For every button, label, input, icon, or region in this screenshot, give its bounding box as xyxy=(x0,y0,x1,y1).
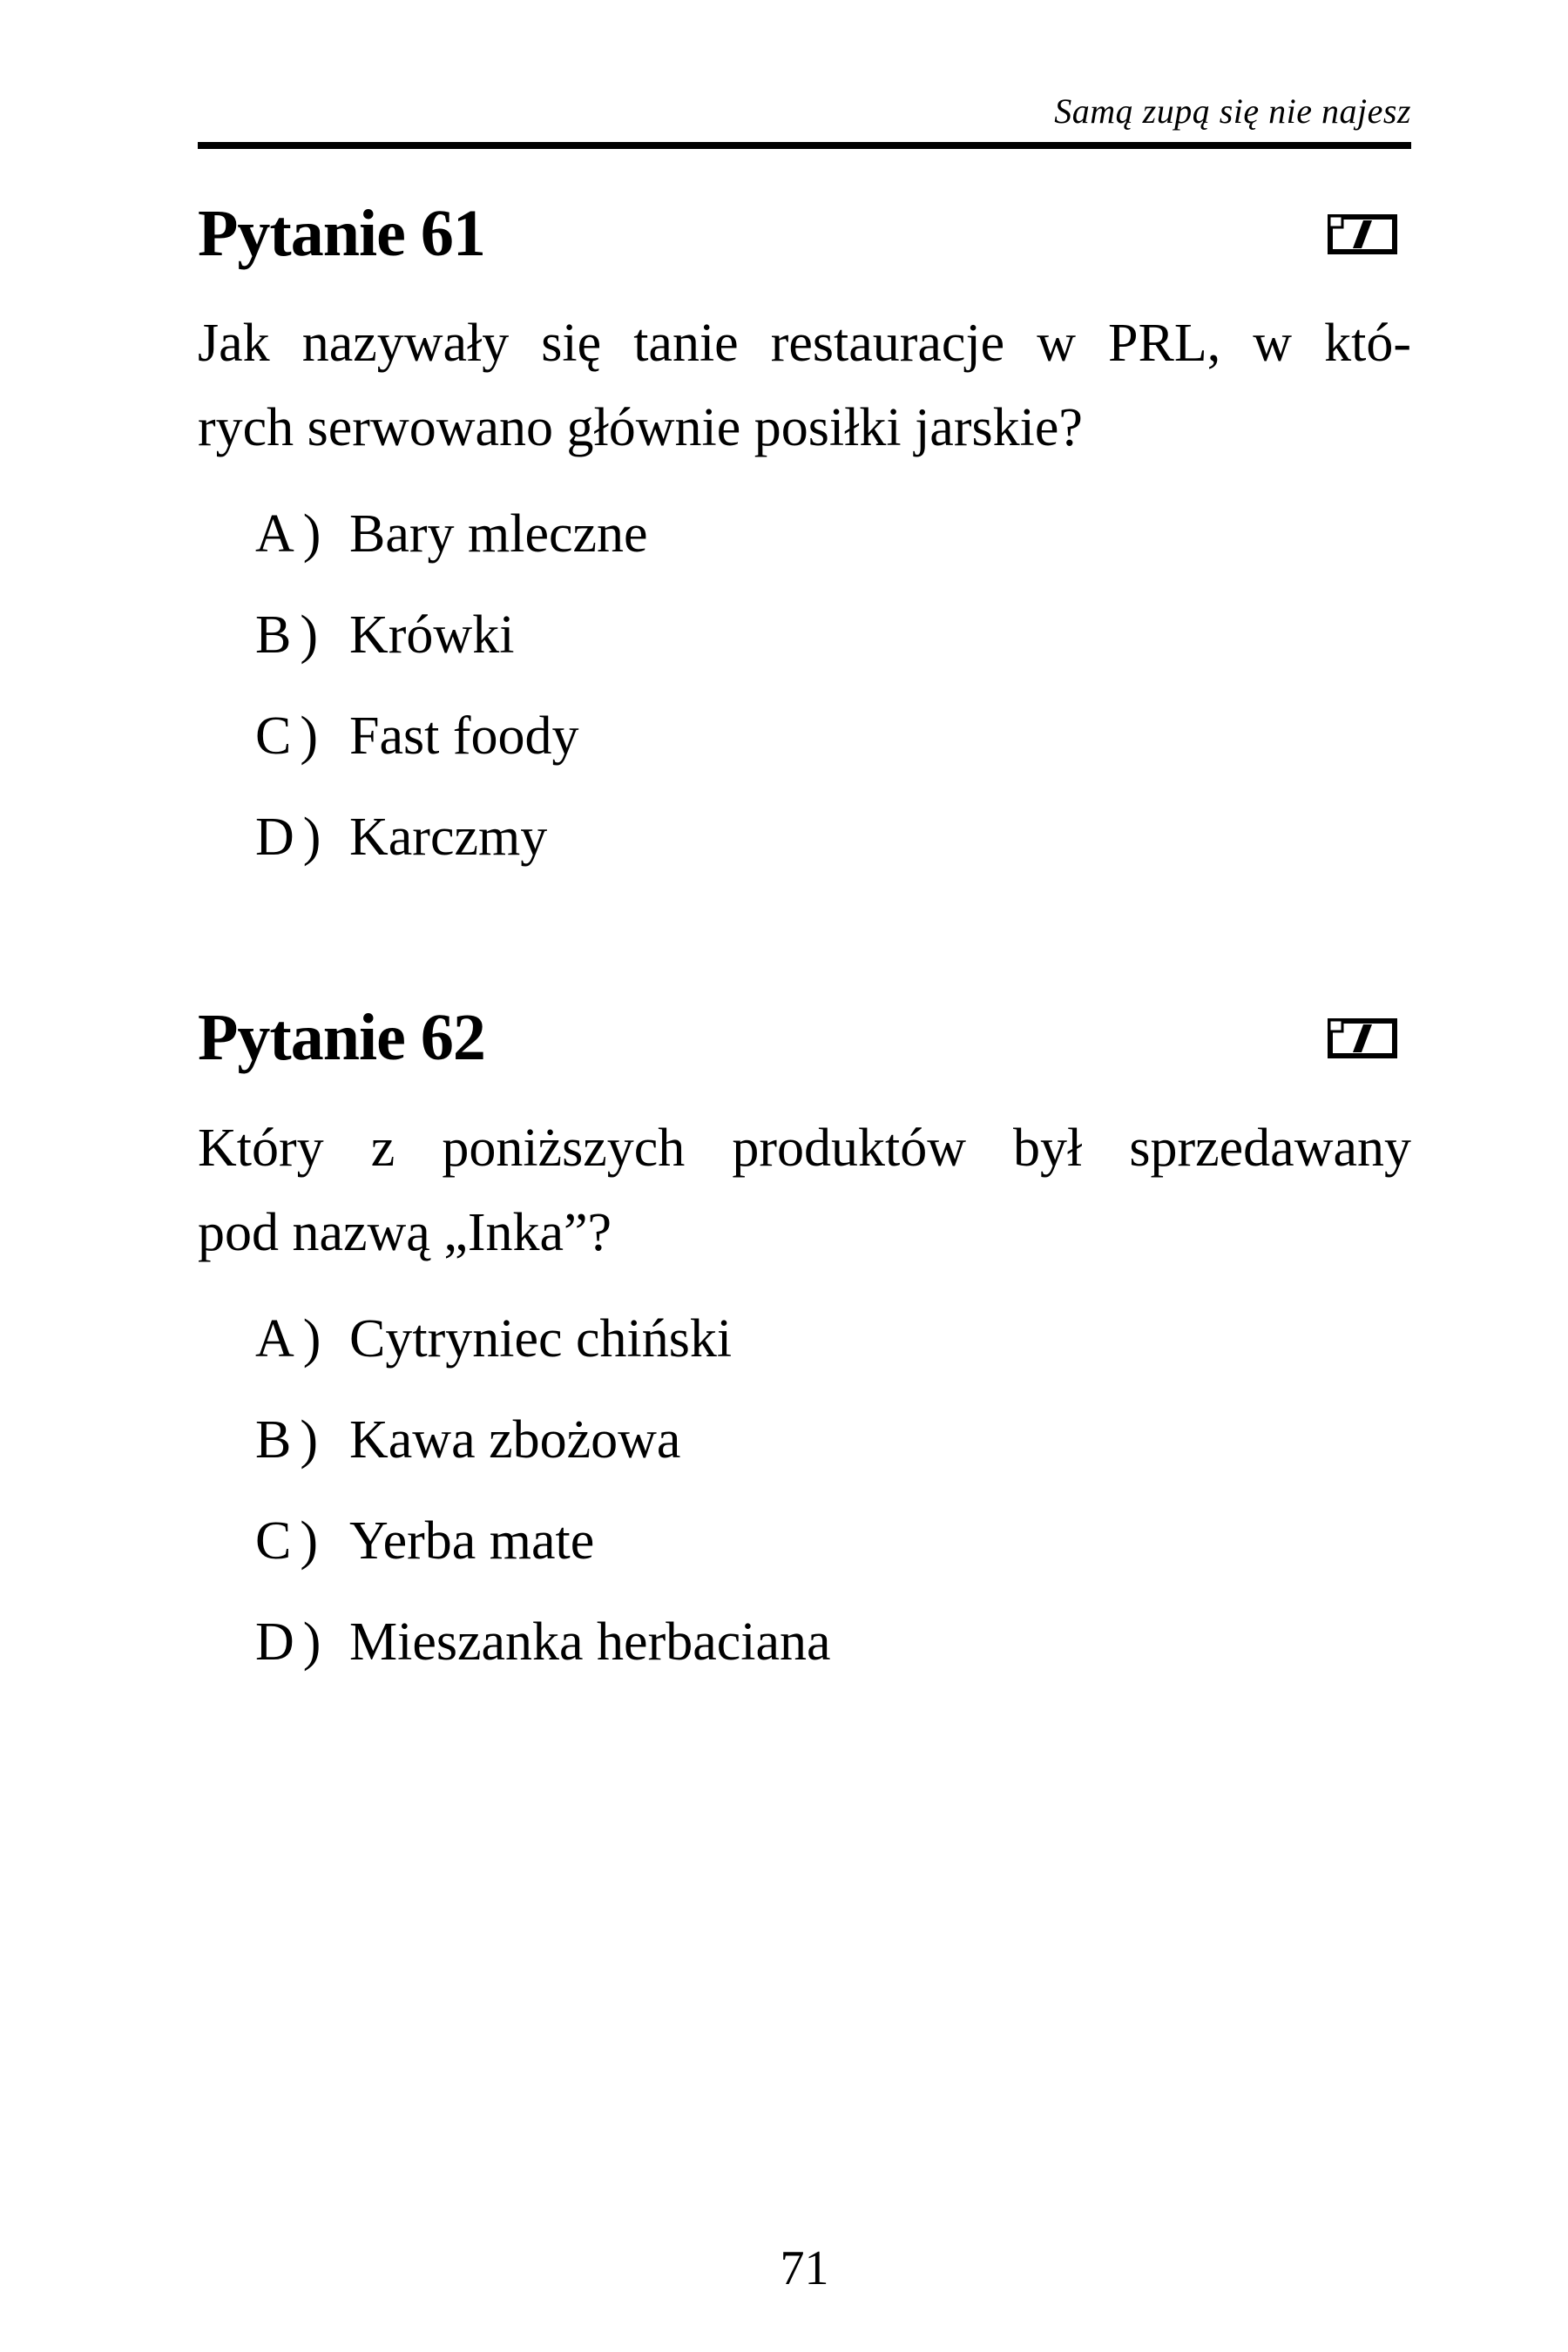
answer-label: Yerba mate xyxy=(349,1511,595,1571)
question-heading-row xyxy=(198,1000,1411,1076)
answer-option-b xyxy=(255,1408,1411,1472)
question-title: Pytanie 62 xyxy=(198,1001,485,1075)
answer-letter: D xyxy=(255,808,294,868)
answer-key xyxy=(255,704,349,768)
answer-label: Karczmy xyxy=(349,808,548,868)
answer-option-d xyxy=(255,1610,1411,1674)
answer-option-c xyxy=(255,704,1411,768)
answer-label: Kawa zbożowa xyxy=(349,1409,681,1470)
question-block-62 xyxy=(198,1000,1411,1673)
answer-key xyxy=(255,502,349,566)
answer-letter: A xyxy=(255,504,294,564)
answer-label: Krówki xyxy=(349,605,515,666)
answer-paren: ) xyxy=(302,1308,321,1369)
difficulty-level-icon xyxy=(1328,1018,1397,1058)
answer-key xyxy=(255,1408,349,1472)
answer-option-a xyxy=(255,502,1411,566)
answer-paren: ) xyxy=(300,1409,319,1470)
answer-paren: ) xyxy=(302,1612,321,1672)
answer-letter: C xyxy=(255,706,292,767)
difficulty-level-icon xyxy=(1328,214,1397,254)
question-text xyxy=(198,301,1411,470)
answer-key xyxy=(255,603,349,667)
question-text-line2: rych serwowano głównie posiłki jarskie? xyxy=(198,398,1083,458)
answer-key xyxy=(255,1307,349,1371)
answer-label: Cytryniec chiński xyxy=(349,1308,733,1369)
answer-paren: ) xyxy=(302,808,321,868)
answer-list xyxy=(255,502,1411,869)
answer-key xyxy=(255,805,349,869)
answer-letter: A xyxy=(255,1308,294,1369)
answer-letter: B xyxy=(255,605,292,666)
answer-label: Fast foody xyxy=(349,706,579,767)
question-text-line1: Który z poniższych produktów był sprzedawany xyxy=(198,1118,1411,1178)
answer-paren: ) xyxy=(300,605,319,666)
answer-paren: ) xyxy=(302,504,321,564)
answer-label: Bary mleczne xyxy=(349,504,648,564)
answer-option-b xyxy=(255,603,1411,667)
question-text xyxy=(198,1106,1411,1275)
answer-paren: ) xyxy=(300,706,319,767)
question-text-line2: pod nazwą „Inka”? xyxy=(198,1202,612,1262)
question-block-61 xyxy=(198,196,1411,869)
running-header: Samą zupą się nie najesz xyxy=(198,91,1411,149)
question-title: Pytanie 61 xyxy=(198,197,485,270)
question-heading-row xyxy=(198,196,1411,272)
answer-letter: D xyxy=(255,1612,294,1672)
answer-letter: C xyxy=(255,1511,292,1571)
answer-letter: B xyxy=(255,1409,292,1470)
page-number: 71 xyxy=(780,2241,829,2295)
question-text-line1: Jak nazywały się tanie restauracje w PRL, w któ- xyxy=(198,314,1411,374)
answer-key xyxy=(255,1509,349,1573)
answer-list xyxy=(255,1307,1411,1674)
answer-paren: ) xyxy=(300,1511,319,1571)
answer-option-d xyxy=(255,805,1411,869)
answer-option-c xyxy=(255,1509,1411,1573)
answer-label: Mieszanka herbaciana xyxy=(349,1612,831,1672)
answer-option-a xyxy=(255,1307,1411,1371)
answer-key xyxy=(255,1610,349,1674)
